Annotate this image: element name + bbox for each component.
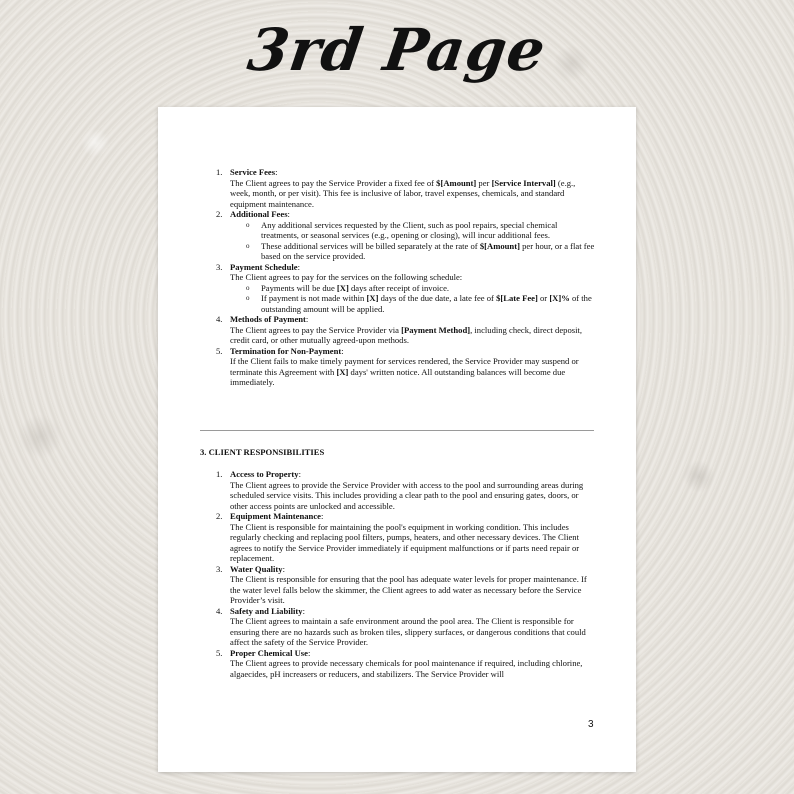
responsibility-item [200, 511, 596, 564]
list-number: 3. [216, 261, 223, 272]
circle-bullet-icon: o [246, 283, 250, 292]
item-body: The Client is responsible for maintaining the pool's equipment in working condition. This includes regularly checking and replacing pool filters, pumps, heaters, and other necessary devices. The Client agrees to notify the Service Provider immediately if equipment malfunctions or if parts need repair or replacement. [230, 521, 580, 563]
client-responsibilities-list [200, 469, 596, 679]
item-body: The Client agrees to pay the Service Provider a fixed fee of $[Amount] per [Service Interval] (e.g., week, month, or per visit). This fee is inclusive of labor, travel expenses, chemicals, and standard equipment maintenance. [230, 177, 576, 209]
item-title: Equipment Maintenance: [230, 511, 324, 521]
sub-bullet-item: o These additional services will be billed separately at the rate of $[Amount] per hour, or a flat fee based on the service provided. [246, 240, 595, 261]
item-body: The Client agrees to pay for the services on the following schedule: [230, 272, 463, 282]
list-number: 5. [216, 647, 223, 658]
payment-term-item [200, 167, 596, 209]
list-number: 2. [216, 209, 223, 219]
list-number: 2. [216, 511, 223, 521]
circle-bullet-icon: o [246, 294, 250, 302]
document-page [158, 107, 636, 772]
page-number: 3 [588, 719, 594, 730]
responsibility-item [200, 648, 596, 680]
item-title: Payment Schedule: [230, 261, 300, 272]
page-banner-title: 3rd Page [243, 16, 551, 84]
list-number: 4. [216, 605, 223, 616]
item-title: Service Fees: [230, 167, 278, 177]
sub-bullet-item: o If payment is not made within [X] days of the due date, a late fee of $[Late Fee] or [X]% of the outstanding amount will be applied. [246, 293, 592, 314]
payment-term-item [200, 262, 596, 315]
list-number: 1. [216, 469, 223, 479]
item-body: The Client agrees to maintain a safe environment around the pool area. The Client is responsible for ensuring there are no hazards such as broken tiles, slippery surfaces, or dangerous conditions that could affect the safety of the Service Provider. [230, 616, 586, 647]
item-title: Methods of Payment: [230, 314, 309, 324]
list-number: 4. [216, 314, 223, 324]
list-number: 5. [216, 345, 223, 356]
list-number: 3. [216, 563, 223, 574]
payment-terms-list [200, 167, 596, 388]
item-body: The Client agrees to provide the Service Provider with access to the pool and surrounding areas during scheduled service visits. This includes providing a clear path to the pool and ensuring gates, doors, or other access points are unlocked and accessible. [230, 479, 584, 511]
responsibility-item [200, 469, 596, 511]
payment-term-item [200, 314, 596, 346]
section-heading: 3. CLIENT RESPONSIBILITIES [200, 447, 325, 457]
section-divider [200, 430, 594, 431]
item-title: Water Quality: [230, 563, 285, 574]
circle-bullet-icon: o [246, 220, 250, 229]
payment-term-item [200, 346, 596, 388]
sub-bullet-item: o Any additional services requested by the Client, such as pool repairs, special chemical treatments, or seasonal services (e.g., opening or closing), will incur additional fees. [246, 219, 558, 240]
circle-bullet-icon: o [246, 241, 250, 250]
item-body: The Client is responsible for ensuring that the pool has adequate water levels for proper maintenance. If the water level falls below the skimmer, the Client agrees to add water as necessary before the Service Provider’s visit. [230, 574, 587, 605]
item-title: Proper Chemical Use: [230, 647, 311, 658]
item-title: Safety and Liability: [230, 605, 305, 616]
item-body: If the Client fails to make timely payment for services rendered, the Service Provider may suspend or terminate this Agreement with [X] days' written notice. All outstanding balances will become due immediately. [230, 356, 579, 387]
responsibility-item [200, 606, 596, 648]
item-body: The Client agrees to pay the Service Provider via [Payment Method], including check, direct deposit, credit card, or other mutually agreed-upon methods. [230, 324, 583, 345]
item-title: Additional Fees: [230, 209, 290, 219]
item-title: Termination for Non-Payment: [230, 345, 344, 356]
item-title: Access to Property: [230, 469, 301, 479]
item-body: The Client agrees to provide necessary chemicals for pool maintenance if required, including chlorine, algaecides, pH increasers or reducers, and stabilizers. The Service Provider will [230, 658, 583, 679]
sub-bullet-item: o Payments will be due [X] days after receipt of invoice. [246, 282, 450, 293]
list-number: 1. [216, 167, 223, 177]
payment-term-item [200, 209, 596, 262]
responsibility-item [200, 564, 596, 606]
